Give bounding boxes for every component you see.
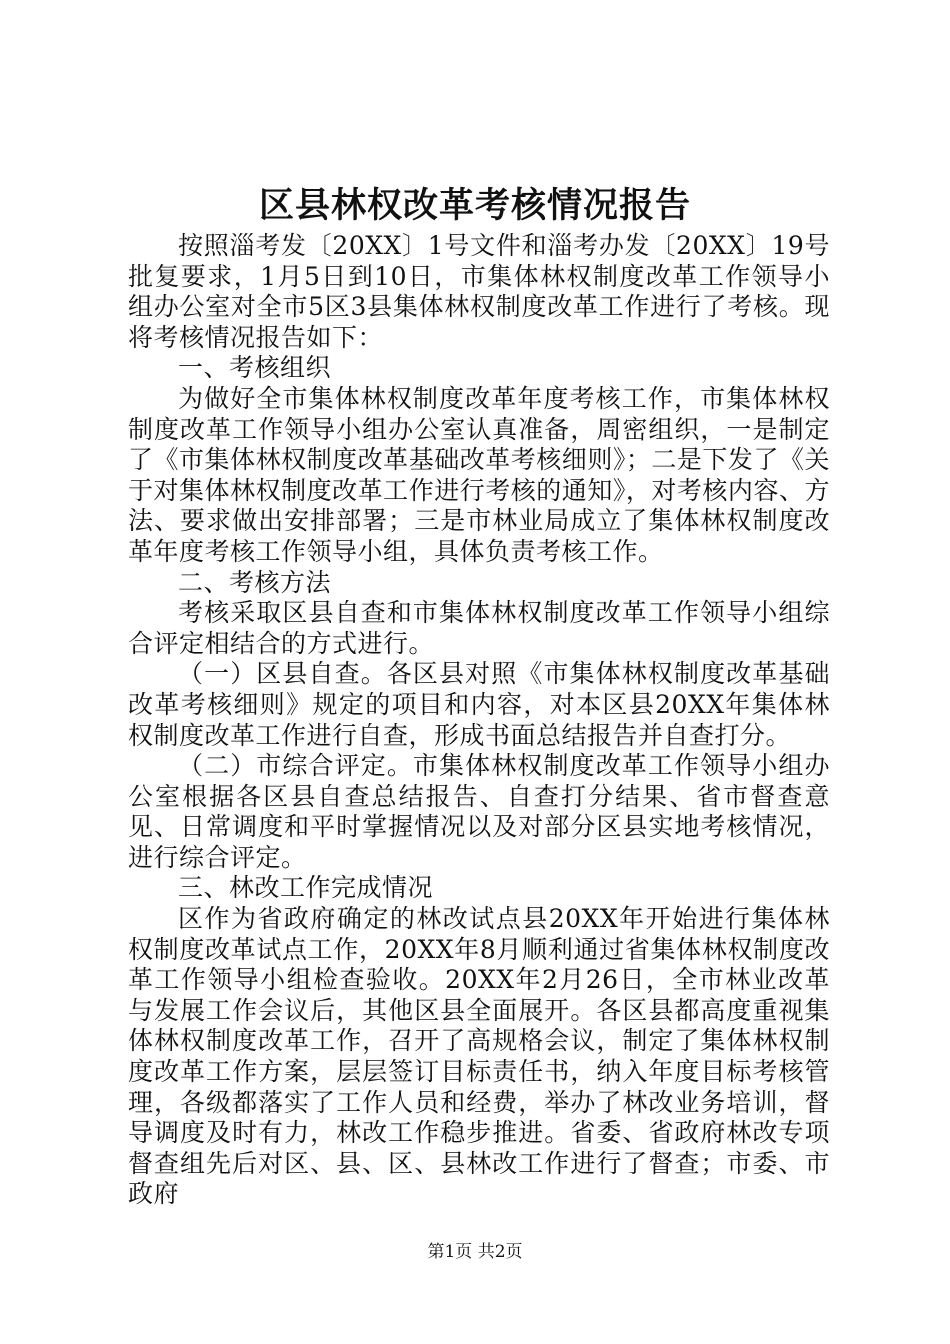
paragraph-intro: 按照淄考发〔20XX〕1号文件和淄考办发〔20XX〕19号批复要求，1月5日到10日，市集体林权制度改革工作领导小组办公室对全市5区3县集体林权制度改革工作进行了考核。现将考核情况报告如下： <box>128 231 830 352</box>
document-body <box>128 231 830 1210</box>
section-heading-2: 二、考核方法 <box>178 567 332 597</box>
paragraph-self-check: （一）区县自查。各区县对照《市集体林权制度改革基础改革考核细则》规定的项目和内容，对本区县20XX年集体林权制度改革工作进行自查，形成书面总结报告并自查打分。 <box>128 659 830 750</box>
page-number-footer: 第1页 共2页 <box>427 1242 523 1262</box>
paragraph-evaluation: （二）市综合评定。市集体林权制度改革工作领导小组办公室根据各区县自查总结报告、自查打分结果、省市督查意见、日常调度和平时掌握情况以及对部分区县实地考核情况，进行综合评定。 <box>128 751 830 872</box>
section-heading-1: 一、考核组织 <box>178 353 332 383</box>
document-title: 区县林权改革考核情况报告 <box>258 186 691 226</box>
paragraph-completion: 区作为省政府确定的林改试点县20XX年开始进行集体林权制度改革试点工作，20XX年8月顺利通过省集体林权制度改革工作领导小组检查验收。20XX年2月26日，全市林业改革与发展工作会议后，其他区县全面展开。各区县都高度重视集体林权制度改革工作，召开了高规格会议，制定了集体林权制度改革工作方案，层层签订目标责任书，纳入年度目标考核管理，各级都落实了工作人员和经费，举办了林改业务培训，督导调度及时有力，林改工作稳步推进。省委、省政府林改专项督查组先后对区、县、区、县林改工作进行了督查；市委、市政府 <box>128 904 830 1209</box>
paragraph-organization: 为做好全市集体林权制度改革年度考核工作，市集体林权制度改革工作领导小组办公室认真准备，周密组织，一是制定了《市集体林权制度改革基础改革考核细则》；二是下发了《关于对集体林权制度改革工作进行考核的通知》，对考核内容、方法、要求做出安排部署；三是市林业局成立了集体林权制度改革年度考核工作领导小组，具体负责考核工作。 <box>128 383 830 566</box>
paragraph-method: 考核采取区县自查和市集体林权制度改革工作领导小组综合评定相结合的方式进行。 <box>128 598 830 658</box>
section-heading-3: 三、林改工作完成情况 <box>178 873 434 903</box>
